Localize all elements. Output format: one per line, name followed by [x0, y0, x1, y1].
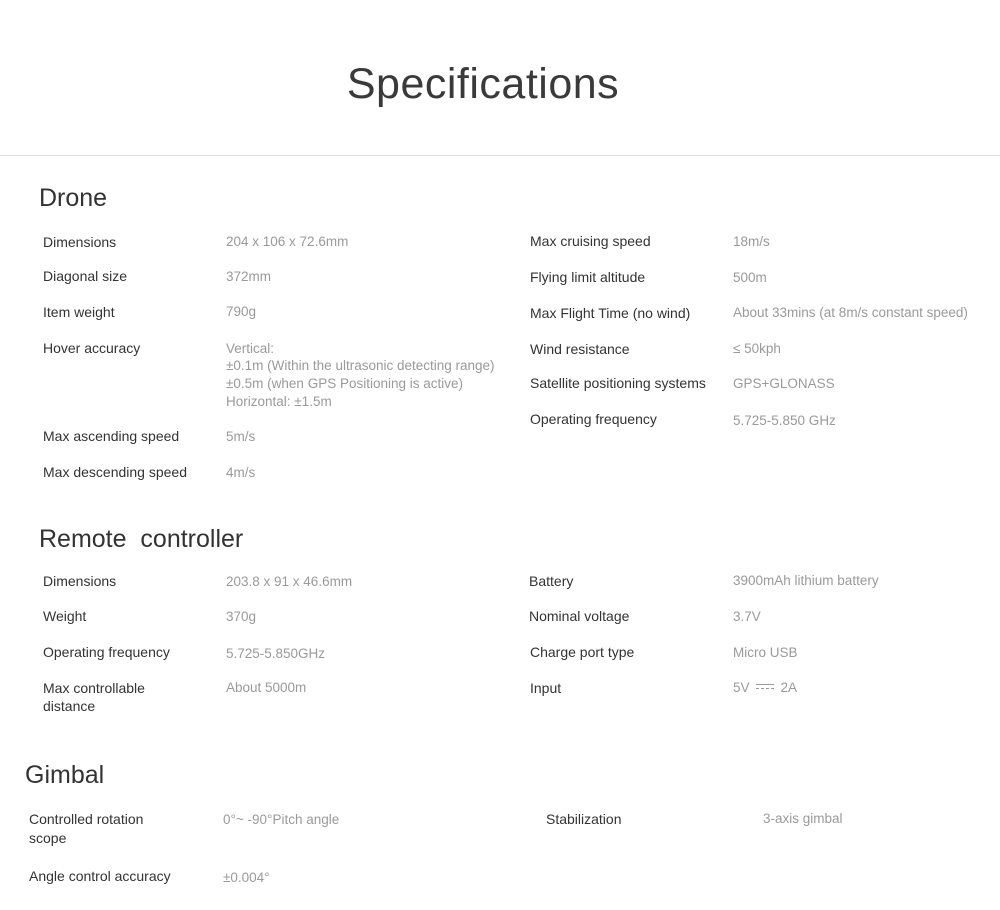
spec-value-wind-resistance: ≤ 50kph	[733, 341, 781, 356]
spec-value-hover-accuracy-horizontal: Horizontal: ±1.5m	[226, 394, 332, 409]
spec-value-operating-frequency: 5.725-5.850 GHz	[733, 413, 836, 428]
rc-value-battery: 3900mAh lithium battery	[733, 573, 879, 588]
rc-label-max-controllable-distance-line2: distance	[43, 698, 96, 714]
rc-label-operating-frequency: Operating frequency	[43, 644, 170, 660]
spec-label-dimensions: Dimensions	[43, 234, 117, 250]
spec-value-satellite-positioning: GPS+GLONASS	[733, 376, 835, 391]
spec-label-satellite-positioning: Satellite positioning systems	[530, 375, 706, 391]
section-title-remote-controller: Remote controller	[39, 525, 244, 553]
rc-value-input	[733, 679, 797, 697]
spec-value-max-cruising-speed: 18m/s	[733, 234, 770, 249]
spec-value-diagonal-size: 372mm	[226, 269, 272, 284]
spec-label-operating-frequency: Operating frequency	[530, 411, 657, 427]
gimbal-label-angle-control-accuracy: Angle control accuracy	[29, 868, 171, 884]
gimbal-label-controlled-rotation-line2: scope	[29, 830, 67, 846]
header-divider	[0, 155, 1000, 156]
rc-label-charge-port-type: Charge port type	[530, 644, 635, 660]
rc-label-dimensions: Dimensions	[43, 573, 117, 589]
spec-value-hover-accuracy-ultrasonic: ±0.1m (Within the ultrasonic detecting range)	[226, 358, 495, 373]
gimbal-label-stabilization: Stabilization	[546, 811, 622, 827]
gimbal-label-controlled-rotation-line1: Controlled rotation	[29, 811, 144, 827]
spec-label-max-descending-speed: Max descending speed	[43, 464, 187, 480]
spec-label-max-ascending-speed: Max ascending speed	[43, 428, 180, 444]
rc-value-nominal-voltage: 3.7V	[733, 609, 761, 624]
spec-label-wind-resistance: Wind resistance	[530, 341, 630, 357]
rc-label-input: Input	[530, 680, 562, 696]
page-title: Specifications	[346, 60, 620, 108]
rc-label-nominal-voltage: Nominal voltage	[529, 608, 630, 624]
gimbal-value-stabilization: 3-axis gimbal	[763, 811, 843, 826]
spec-value-hover-accuracy-gps: ±0.5m (when GPS Positioning is active)	[226, 376, 464, 391]
spec-value-max-flight-time: About 33mins (at 8m/s constant speed)	[733, 305, 968, 320]
spec-value-dimensions: 204 x 106 x 72.6mm	[226, 234, 349, 249]
spec-label-max-cruising-speed: Max cruising speed	[530, 233, 651, 249]
spec-label-flying-limit-altitude: Flying limit altitude	[530, 269, 646, 285]
rc-value-charge-port-type: Micro USB	[733, 645, 798, 660]
spec-value-max-ascending-speed: 5m/s	[226, 429, 256, 444]
gimbal-value-angle-control-accuracy: ±0.004°	[223, 870, 270, 885]
rc-value-weight: 370g	[226, 609, 257, 624]
spec-label-max-flight-time: Max Flight Time (no wind)	[530, 305, 691, 321]
direct-current-icon	[756, 683, 774, 691]
spec-value-flying-limit-altitude: 500m	[733, 270, 767, 285]
spec-value-max-descending-speed: 4m/s	[226, 465, 256, 480]
rc-value-input-current: 2A	[780, 680, 798, 695]
spec-label-item-weight: Item weight	[43, 304, 115, 320]
rc-value-dimensions: 203.8 x 91 x 46.6mm	[226, 574, 353, 589]
rc-value-max-controllable-distance: About 5000m	[226, 680, 307, 695]
spec-value-hover-accuracy-vertical: Vertical:	[226, 341, 275, 356]
rc-label-battery: Battery	[529, 573, 574, 589]
gimbal-value-controlled-rotation: 0°~ -90°Pitch angle	[223, 812, 340, 827]
section-title-gimbal: Gimbal	[25, 761, 105, 789]
rc-label-weight: Weight	[43, 608, 87, 624]
rc-label-max-controllable-distance-line1: Max controllable	[43, 680, 145, 696]
rc-value-input-voltage: 5V	[733, 680, 750, 695]
section-title-drone: Drone	[39, 184, 108, 212]
spec-label-diagonal-size: Diagonal size	[43, 268, 128, 284]
spec-label-hover-accuracy: Hover accuracy	[43, 340, 141, 356]
rc-value-operating-frequency: 5.725-5.850GHz	[226, 646, 326, 661]
spec-value-item-weight: 790g	[226, 304, 257, 319]
